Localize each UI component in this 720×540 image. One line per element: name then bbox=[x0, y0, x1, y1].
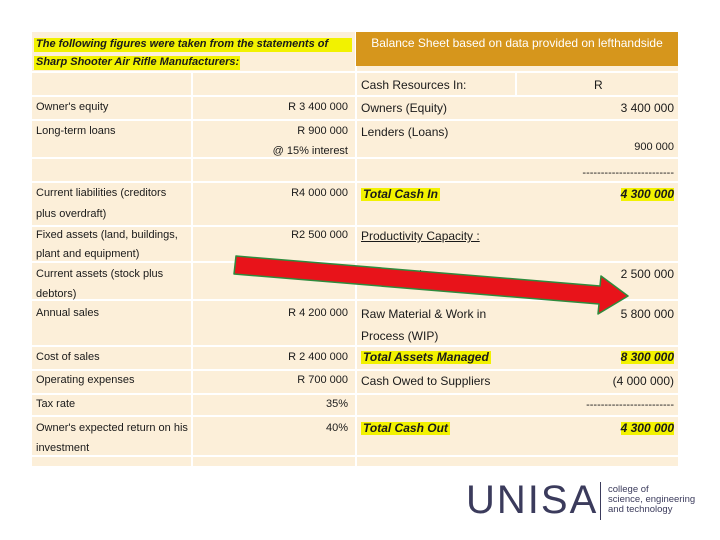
right-label: Productivity Capacity : bbox=[361, 229, 480, 243]
right-label: Owners (Equity) bbox=[361, 101, 448, 115]
left-label: Cost of sales bbox=[36, 351, 100, 363]
right-value: 2 500 000 bbox=[620, 267, 674, 281]
right-value: 3 400 000 bbox=[620, 101, 674, 115]
left-label: Current assets (stock plus bbox=[36, 268, 164, 280]
left-value: @ 15% interest bbox=[272, 145, 348, 157]
left-value: R 900 000 bbox=[297, 125, 348, 137]
right-label: Lenders (Loans) bbox=[361, 125, 449, 139]
left-label: debtors) bbox=[36, 288, 77, 300]
left-value: 40% bbox=[325, 422, 348, 434]
left-header-line1: The following figures were taken from the statements of bbox=[36, 38, 329, 50]
right-label: Raw Material & Work in bbox=[361, 307, 487, 321]
right-label: Cash Owed to Suppliers bbox=[361, 374, 491, 388]
left-value: 35% bbox=[325, 398, 348, 410]
left-label: Annual sales bbox=[36, 307, 99, 319]
total-assets-value: 8 300 000 bbox=[620, 350, 674, 364]
left-label: investment bbox=[36, 442, 90, 454]
left-value: R 700 000 bbox=[297, 374, 348, 386]
left-value: R2 500 000 bbox=[291, 229, 348, 241]
left-value: R 2 400 000 bbox=[288, 351, 348, 363]
left-header-line2: Sharp Shooter Air Rifle Manufacturers: bbox=[36, 56, 240, 68]
left-label: Owner's expected return on his bbox=[36, 422, 188, 434]
left-value: R 4 200 000 bbox=[288, 307, 348, 319]
logo-separator bbox=[600, 482, 601, 520]
unisa-logo bbox=[466, 478, 706, 526]
left-label: Fixed assets (land, buildings, bbox=[36, 229, 178, 241]
left-label: Owner's equity bbox=[36, 101, 109, 113]
right-value: 900 000 bbox=[634, 141, 674, 153]
left-label: Current liabilities (creditors bbox=[36, 187, 167, 199]
left-value: R4 000 000 bbox=[291, 187, 348, 199]
left-label: plus overdraft) bbox=[36, 208, 107, 220]
total-cash-in-label: Total Cash In bbox=[363, 187, 438, 201]
left-label: Operating expenses bbox=[36, 374, 135, 386]
right-value: 5 800 000 bbox=[620, 307, 674, 321]
left-value: R 3 400 000 bbox=[288, 101, 348, 113]
left-label: Long-term loans bbox=[36, 125, 116, 137]
cash-resources-header: Cash Resources In: bbox=[361, 78, 467, 92]
left-label: plant and equipment) bbox=[36, 248, 140, 260]
total-assets-label: Total Assets Managed bbox=[363, 350, 489, 364]
total-cash-in-value: 4 300 000 bbox=[620, 187, 674, 201]
unisa-wordmark: UNISA bbox=[466, 478, 599, 522]
right-divider: ------------------------ bbox=[586, 399, 674, 411]
currency-header: R bbox=[594, 78, 603, 92]
right-value: (4 000 000) bbox=[612, 374, 674, 388]
total-cash-out-value: 4 300 000 bbox=[620, 421, 674, 435]
left-label: Tax rate bbox=[36, 398, 76, 410]
right-divider: ------------------------- bbox=[582, 167, 674, 179]
logo-tagline: college of science, engineering and technology bbox=[608, 484, 696, 515]
balance-sheet-title: Balance Sheet based on data provided on lefthandside bbox=[356, 32, 678, 66]
right-label: Process (WIP) bbox=[361, 329, 439, 343]
total-cash-out-label: Total Cash Out bbox=[363, 421, 448, 435]
